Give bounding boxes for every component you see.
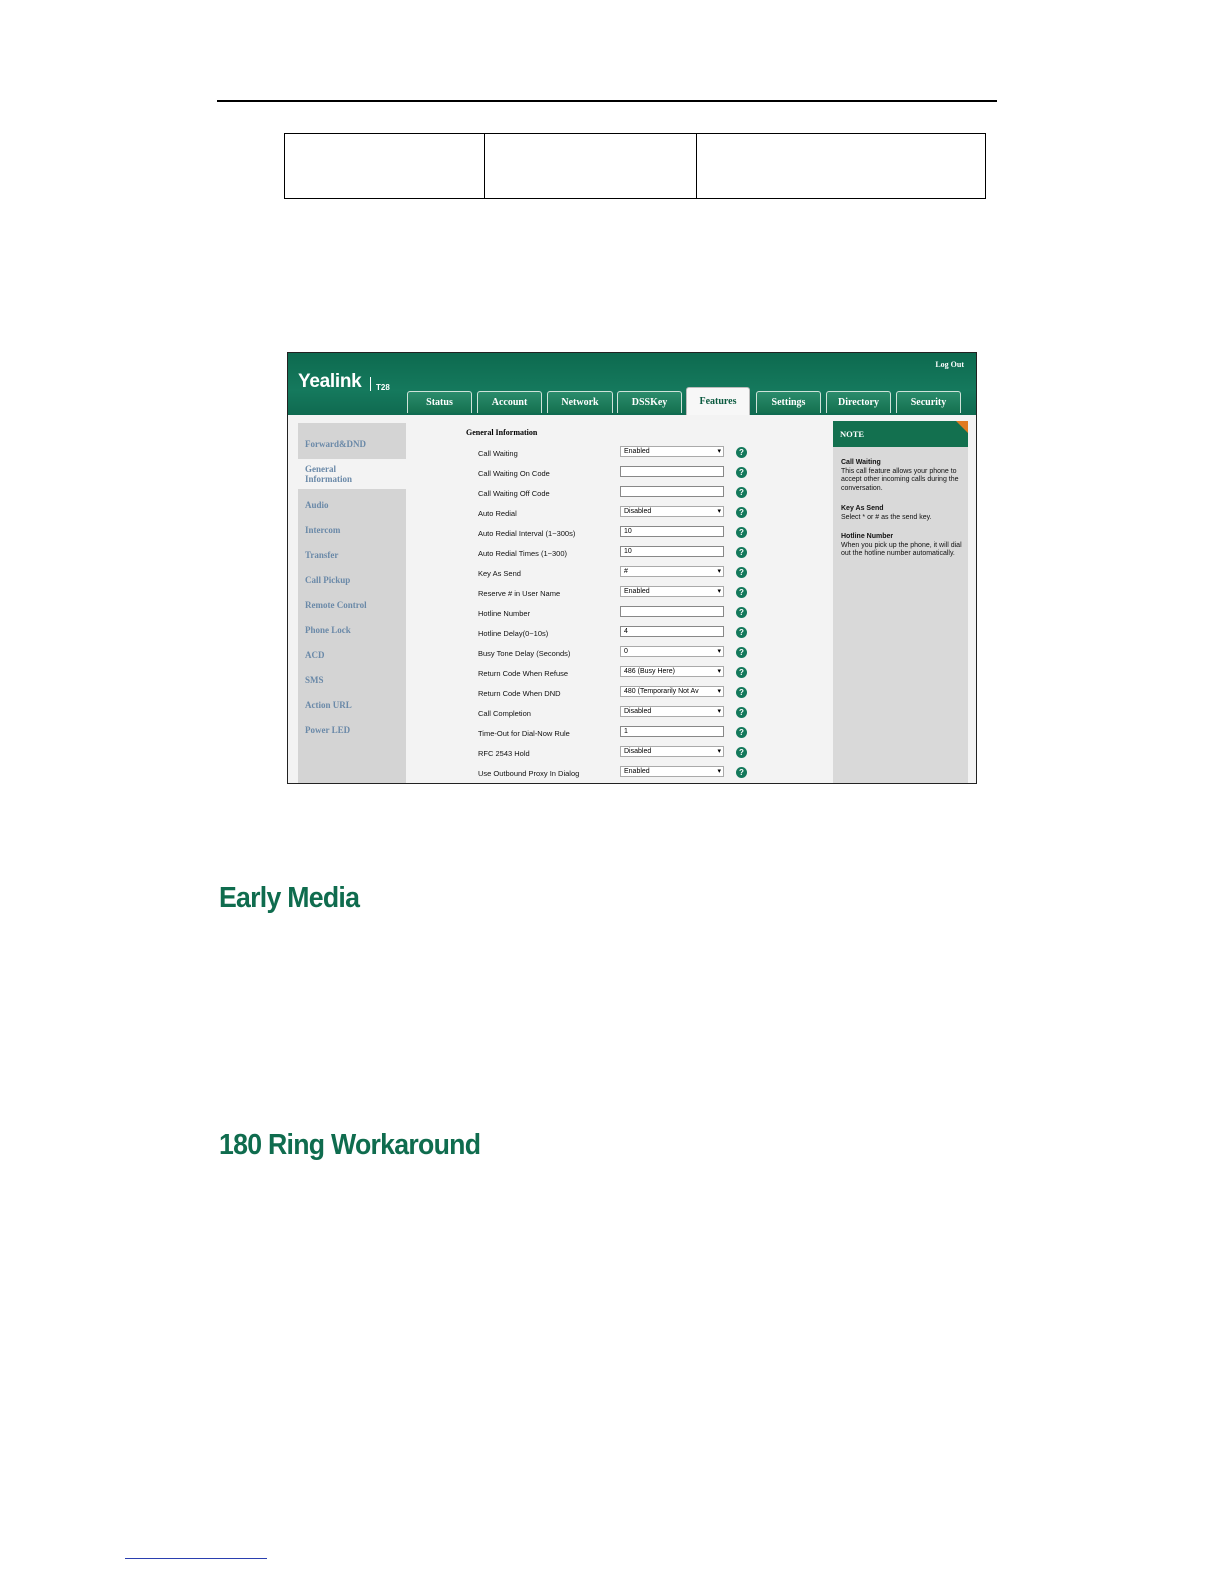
help-icon[interactable]: ? [736, 587, 747, 598]
footer-link-underline [125, 1558, 267, 1559]
hotline-number-input[interactable] [620, 606, 724, 617]
field-label: Return Code When DND [478, 689, 561, 698]
field-label: Key As Send [478, 569, 521, 578]
field-label: Call Waiting Off Code [478, 489, 550, 498]
table-cell [285, 134, 485, 199]
hotline-delay-input[interactable]: 4 [620, 626, 724, 637]
busy-tone-delay-select[interactable]: 0 ▾ [620, 646, 724, 657]
sidebar-item-power-led[interactable]: Power LED [305, 725, 351, 735]
field-label: Reserve # in User Name [478, 589, 561, 598]
call-waiting-select[interactable]: Enabled ▾ [620, 446, 724, 457]
logo-divider [370, 377, 371, 391]
web-ui-screenshot [287, 352, 977, 784]
outbound-proxy-select[interactable]: Enabled ▾ [620, 766, 724, 777]
note-entry-text: Select * or # as the send key. [841, 513, 932, 521]
reserve-hash-select[interactable]: Enabled ▾ [620, 586, 724, 597]
tab-settings[interactable]: Settings [756, 391, 821, 413]
note-entry [841, 505, 965, 522]
note-entry [841, 459, 965, 493]
help-icon[interactable]: ? [736, 507, 747, 518]
sidebar-item-intercom[interactable]: Intercom [305, 525, 341, 535]
note-corner-icon [956, 421, 968, 433]
field-label: Call Waiting On Code [478, 469, 550, 478]
key-as-send-select[interactable]: # ▾ [620, 566, 724, 577]
sidebar-item-phone-lock[interactable]: Phone Lock [305, 625, 351, 635]
tab-dsskey[interactable]: DSSKey [617, 391, 682, 413]
sidebar-item-sms[interactable]: SMS [305, 675, 324, 685]
help-icon[interactable]: ? [736, 627, 747, 638]
call-completion-select[interactable]: Disabled ▾ [620, 706, 724, 717]
auto-redial-interval-input[interactable]: 10 [620, 526, 724, 537]
field-label: Auto Redial Times (1~300) [478, 549, 568, 558]
dial-now-timeout-input[interactable]: 1 [620, 726, 724, 737]
table-cell [485, 134, 697, 199]
tab-account[interactable]: Account [477, 391, 542, 413]
field-label: Call Waiting [478, 449, 518, 458]
help-icon[interactable]: ? [736, 487, 747, 498]
heading-early-media: Early Media [219, 882, 360, 914]
field-label: Auto Redial [478, 509, 517, 518]
table-cell [697, 134, 986, 199]
note-title: NOTE [833, 421, 968, 447]
help-icon[interactable]: ? [736, 727, 747, 738]
help-icon[interactable]: ? [736, 447, 747, 458]
sidebar-item-acd[interactable]: ACD [305, 650, 325, 660]
call-waiting-off-code-input[interactable] [620, 486, 724, 497]
heading-180-ring-workaround: 180 Ring Workaround [219, 1129, 481, 1161]
auto-redial-select[interactable]: Disabled ▾ [620, 506, 724, 517]
yealink-logo: Yealink [298, 371, 362, 392]
return-code-dnd-select[interactable]: 480 (Temporarily Not Av ▾ [620, 686, 724, 697]
note-entry-heading: Key As Send [841, 505, 884, 512]
note-entry-text: This call feature allows your phone to accept other incoming calls during the conversation. [841, 467, 959, 492]
header-rule [217, 100, 997, 102]
tab-security[interactable]: Security [896, 391, 961, 413]
help-icon[interactable]: ? [736, 667, 747, 678]
auto-redial-times-input[interactable]: 10 [620, 546, 724, 557]
table-row [285, 134, 986, 199]
sidebar-item-general-information[interactable]: General Information [305, 464, 352, 484]
note-entry-heading: Call Waiting [841, 459, 881, 466]
help-icon[interactable]: ? [736, 607, 747, 618]
model-label: T28 [376, 383, 390, 392]
sidebar-item-audio[interactable]: Audio [305, 500, 329, 510]
note-entry [841, 533, 965, 559]
field-label: Return Code When Refuse [478, 669, 569, 678]
field-label: Call Completion [478, 709, 531, 718]
sidebar-item-call-pickup[interactable]: Call Pickup [305, 575, 351, 585]
help-icon[interactable]: ? [736, 467, 747, 478]
field-label: Time-Out for Dial-Now Rule [478, 729, 570, 738]
help-icon[interactable]: ? [736, 707, 747, 718]
tab-features[interactable]: Features [686, 387, 750, 415]
field-label: Hotline Delay(0~10s) [478, 629, 549, 638]
field-label: Busy Tone Delay (Seconds) [478, 649, 571, 658]
rfc2543-hold-select[interactable]: Disabled ▾ [620, 746, 724, 757]
sidebar-item-remote-control[interactable]: Remote Control [305, 600, 367, 610]
sidebar-item-forward-dnd[interactable]: Forward&DND [305, 439, 366, 449]
help-icon[interactable]: ? [736, 687, 747, 698]
tab-status[interactable]: Status [407, 391, 472, 413]
sidebar-item-action-url[interactable]: Action URL [305, 700, 352, 710]
return-code-refuse-select[interactable]: 486 (Busy Here) ▾ [620, 666, 724, 677]
tab-directory[interactable]: Directory [826, 391, 891, 413]
help-icon[interactable]: ? [736, 767, 747, 778]
help-icon[interactable]: ? [736, 747, 747, 758]
field-label: Auto Redial Interval (1~300s) [478, 529, 576, 538]
sidebar-item-transfer[interactable]: Transfer [305, 550, 339, 560]
field-label: Hotline Number [478, 609, 531, 618]
tab-network[interactable]: Network [547, 391, 613, 413]
help-icon[interactable]: ? [736, 547, 747, 558]
note-entry-text: When you pick up the phone, it will dial out the hotline number automatically. [841, 541, 962, 557]
help-icon[interactable]: ? [736, 567, 747, 578]
field-label: Use Outbound Proxy In Dialog [478, 769, 580, 778]
section-title: General Information [466, 428, 538, 437]
call-waiting-on-code-input[interactable] [620, 466, 724, 477]
parameter-table [284, 133, 986, 199]
logout-link[interactable]: Log Out [935, 360, 964, 369]
field-label: RFC 2543 Hold [478, 749, 530, 758]
note-entry-heading: Hotline Number [841, 533, 894, 540]
help-icon[interactable]: ? [736, 527, 747, 538]
help-icon[interactable]: ? [736, 647, 747, 658]
